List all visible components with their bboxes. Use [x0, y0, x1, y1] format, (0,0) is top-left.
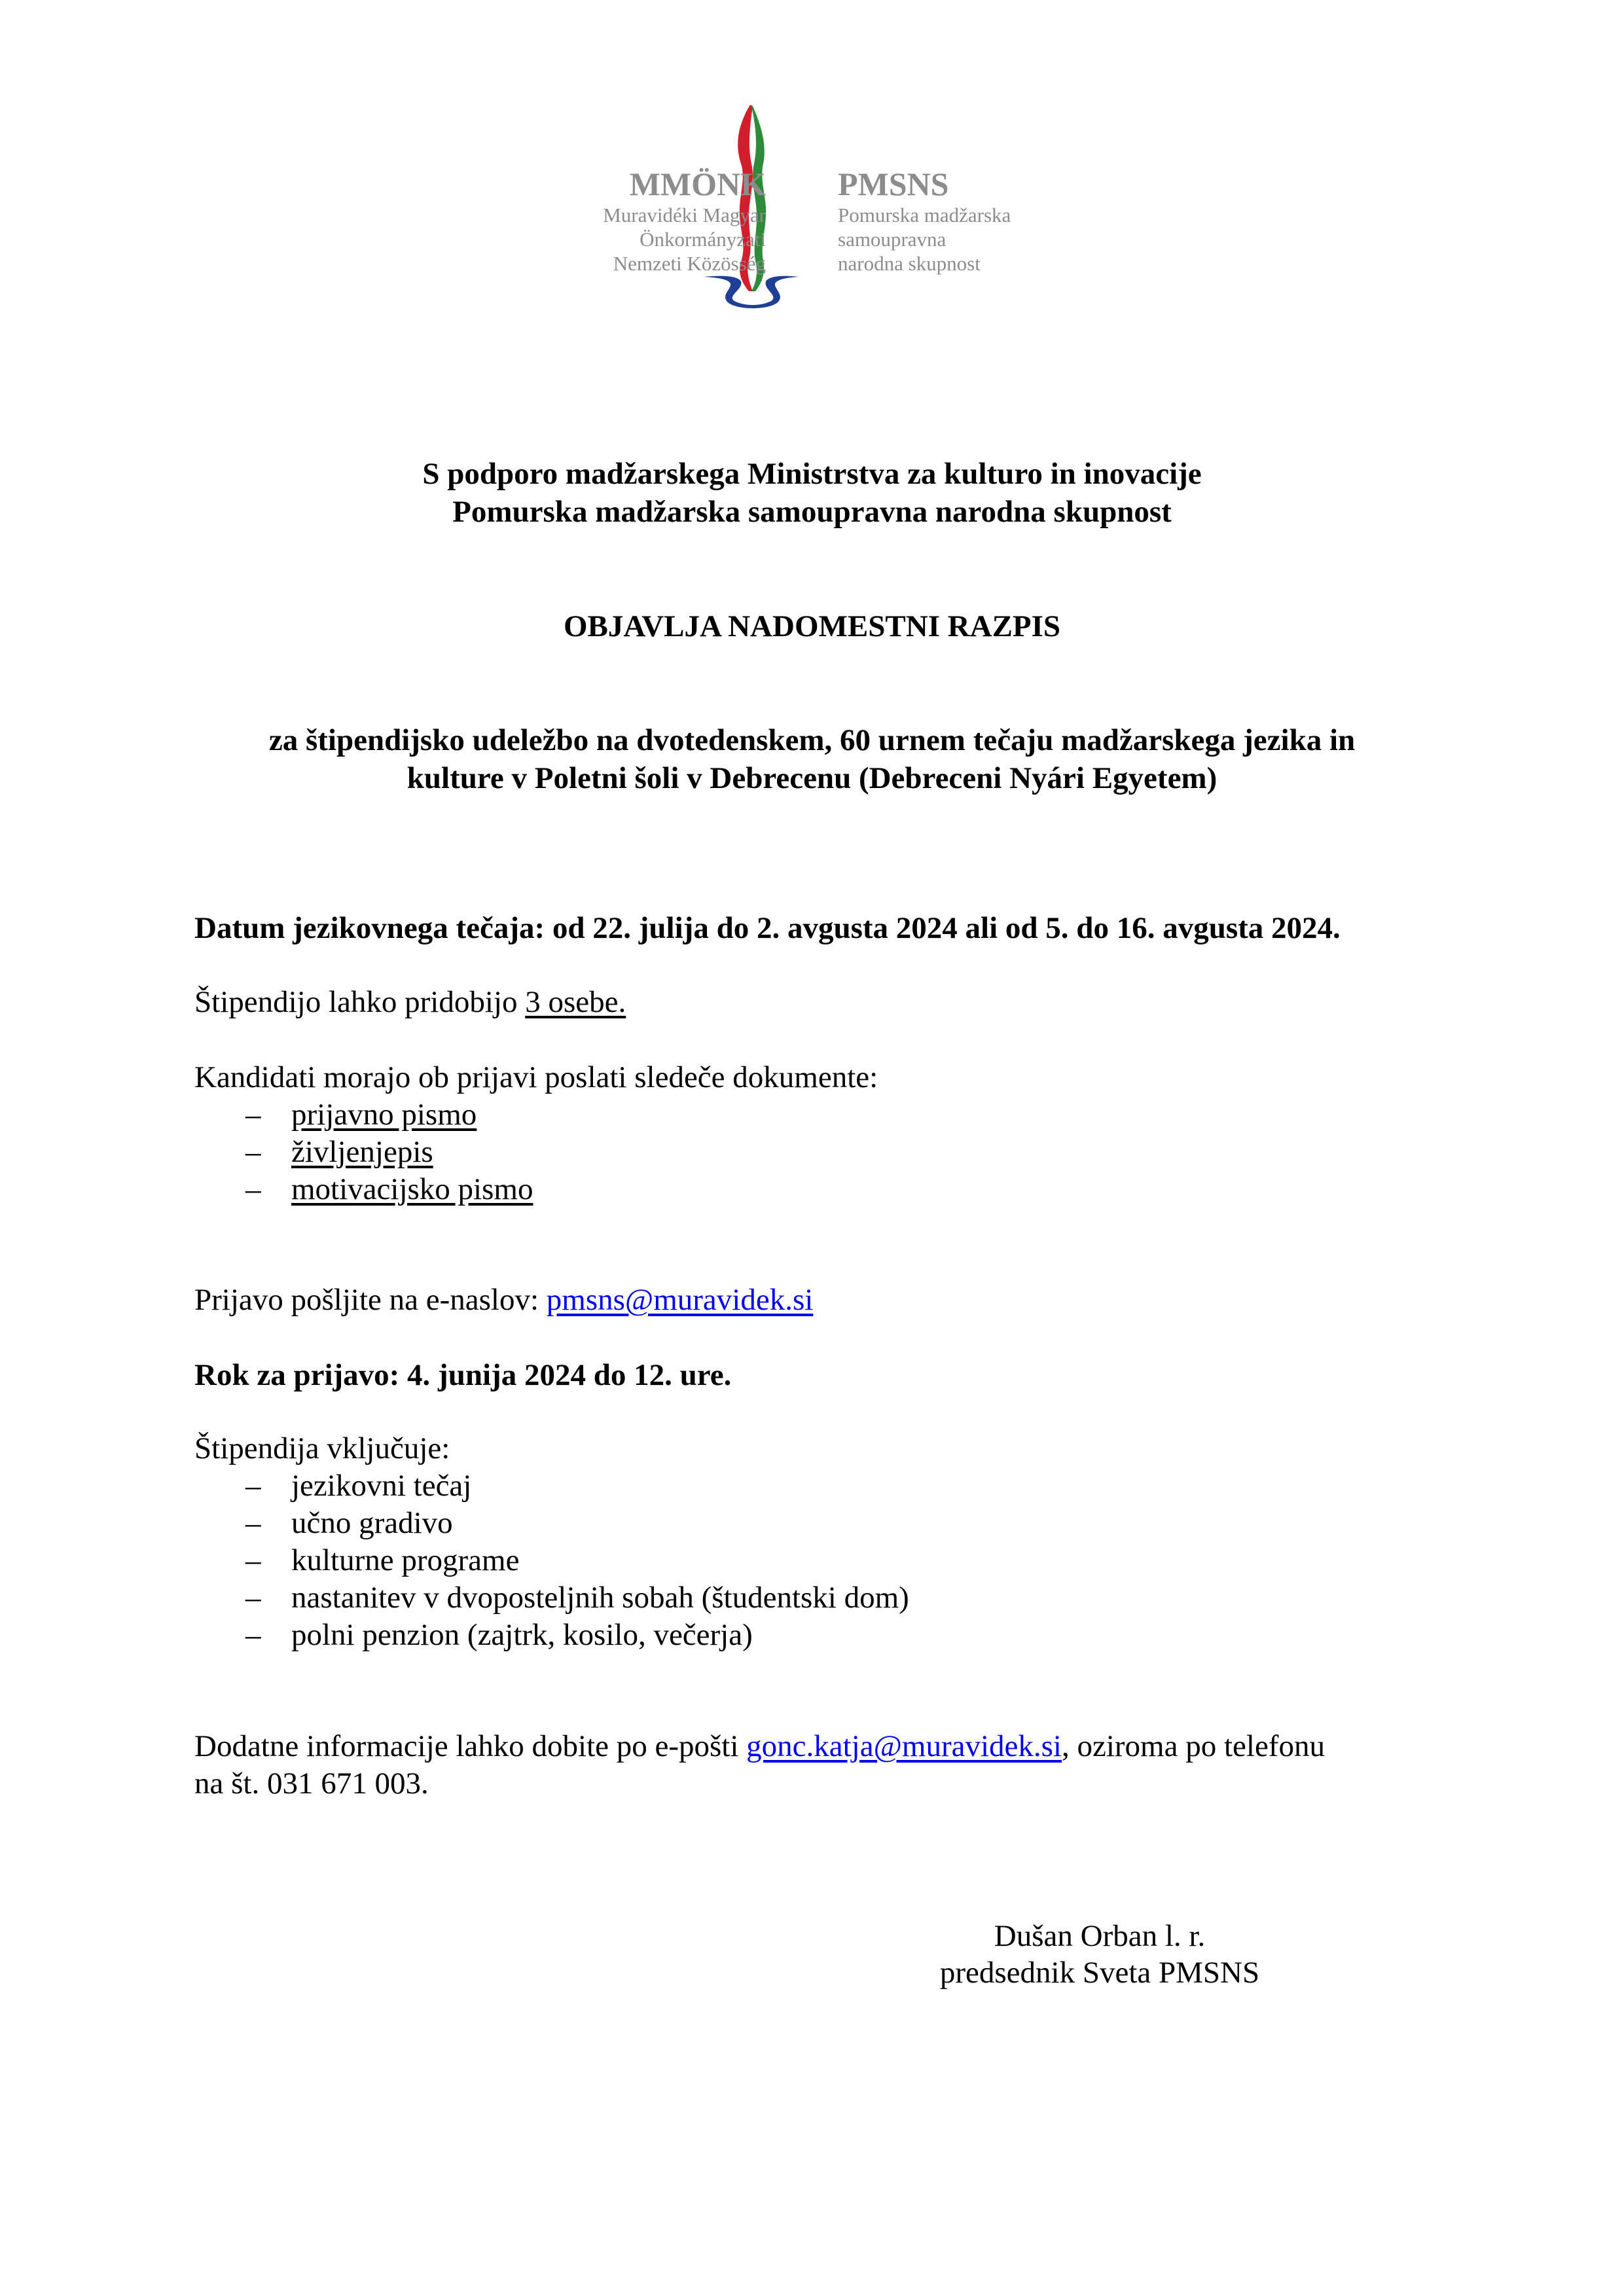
header-line-2: Pomurska madžarska samoupravna narodna skupnost: [452, 495, 1172, 529]
list-item: [194, 1542, 909, 1579]
logo-left-line: Nemzeti Közösség: [613, 252, 766, 275]
logo-left-subtitle: [603, 203, 766, 276]
dash-bullet-icon: –: [245, 1618, 261, 1652]
dash-bullet-icon: –: [245, 1172, 261, 1206]
dash-bullet-icon: –: [245, 1543, 261, 1577]
contact-suffix: , oziroma po telefonu: [1061, 1729, 1325, 1763]
list-item: [194, 1171, 533, 1208]
course-dates: Datum jezikovnega tečaja: od 22. julija do 2. avgusta 2024 ali od 5. do 16. avgusta 2024.: [194, 911, 1341, 945]
scholarship-count-value: 3 osebe.: [525, 985, 626, 1019]
logo-right-title: PMSNS: [838, 166, 949, 202]
organization-logo: [589, 85, 1047, 321]
list-item: [194, 1096, 533, 1134]
document-item-label: prijavno pismo: [291, 1098, 477, 1132]
list-item: [194, 1467, 909, 1505]
list-item: [194, 1579, 909, 1617]
includes-item-label: polni penzion (zajtrk, kosilo, večerja): [291, 1618, 753, 1652]
dash-bullet-icon: –: [245, 1581, 261, 1615]
list-item: [194, 1505, 909, 1542]
contact-line-1: [194, 1728, 1325, 1765]
application-prefix: Prijavo pošljite na e-naslov:: [194, 1283, 547, 1317]
dash-bullet-icon: –: [245, 1469, 261, 1503]
contact-block: [194, 1728, 1325, 1803]
blue-wave: [704, 276, 799, 308]
subject-block: [0, 721, 1624, 797]
includes-item-label: nastanitev v dvoposteljnih sobah (študentski dom): [291, 1581, 909, 1615]
announcement-title: OBJAVLJA NADOMESTNI RAZPIS: [563, 609, 1061, 643]
dash-bullet-icon: –: [245, 1098, 261, 1132]
logo-left-line: Muravidéki Magyar: [603, 204, 766, 226]
subject-line-1: za štipendijsko udeležbo na dvotedenskem, 60 urnem tečaju madžarskega jezika in: [268, 723, 1356, 757]
scholarship-count: [194, 984, 626, 1021]
contact-prefix: Dodatne informacije lahko dobite po e-pošti: [194, 1729, 747, 1763]
logo-right-line: narodna skupnost: [838, 252, 981, 275]
list-item: [194, 1617, 909, 1654]
application-email-link[interactable]: pmsns@muravidek.si: [546, 1283, 814, 1317]
includes-intro: Štipendija vključuje:: [194, 1431, 450, 1465]
signature-name: Dušan Orban l. r.: [994, 1919, 1206, 1953]
logo-right-line: samoupravna: [838, 228, 947, 251]
includes-item-label: kulturne programe: [291, 1543, 520, 1577]
logo-right-subtitle: [838, 203, 1011, 276]
list-item: [194, 1134, 533, 1171]
dash-bullet-icon: –: [245, 1506, 261, 1540]
scholarship-count-prefix: Štipendijo lahko pridobijo: [194, 985, 526, 1019]
contact-email-link[interactable]: gonc.katja@muravidek.si: [746, 1729, 1062, 1763]
signature-title: predsednik Sveta PMSNS: [939, 1956, 1260, 1990]
application-line: [194, 1282, 813, 1319]
logo-left-title: MMÖNK: [629, 166, 766, 202]
dash-bullet-icon: –: [245, 1135, 261, 1169]
includes-list: [194, 1467, 909, 1654]
deadline: Rok za prijavo: 4. junija 2024 do 12. ure.: [194, 1358, 732, 1392]
logo-left-line: Önkormányzati: [640, 228, 766, 251]
subject-line-2: kulture v Poletni šoli v Debrecenu (Debreceni Nyári Egyetem): [406, 761, 1218, 795]
document-item-label: motivacijsko pismo: [291, 1172, 533, 1206]
document-item-label: življenjepis: [291, 1135, 433, 1169]
documents-list: [194, 1096, 533, 1208]
contact-line-2: na št. 031 671 003.: [194, 1767, 429, 1801]
logo-right-line: Pomurska madžarska: [838, 204, 1011, 226]
documents-intro: Kandidati morajo ob prijavi poslati sledeče dokumente:: [194, 1060, 878, 1094]
includes-item-label: učno gradivo: [291, 1506, 453, 1540]
includes-item-label: jezikovni tečaj: [291, 1469, 472, 1503]
header-line-1: S podporo madžarskega Ministrstva za kulturo in inovacije: [422, 457, 1202, 491]
header-block: [0, 455, 1624, 531]
signature-block: [897, 1918, 1303, 1991]
